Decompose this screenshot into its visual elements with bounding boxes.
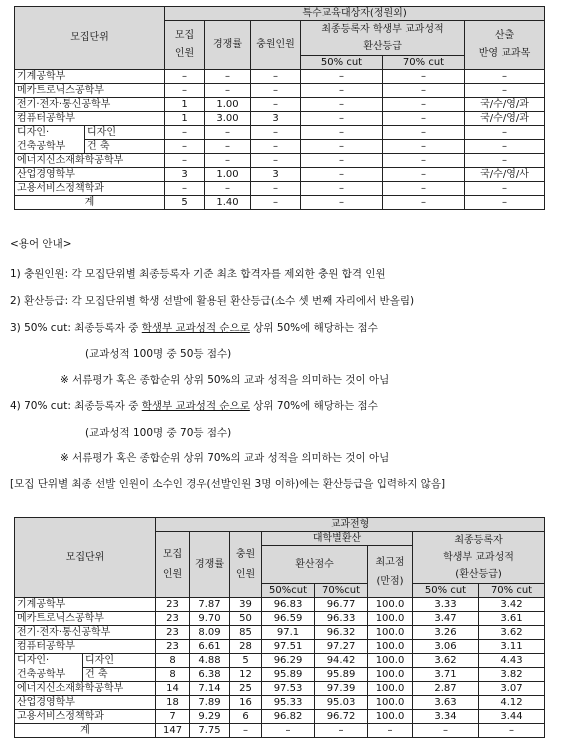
quota-cell: 23 <box>156 612 190 626</box>
score70-cell: 96.33 <box>315 612 368 626</box>
t2-header-quota: 모집 인원 <box>156 532 190 598</box>
note-1: 1) 충원인원: 각 모집단위별 최종등록자 기준 최초 합격자를 제외한 충원 합격 인원 <box>10 268 386 280</box>
score70-cell: 97.39 <box>315 682 368 696</box>
t1-header-subjects: 산출 반영 교과목 <box>465 21 545 70</box>
note-3-suffix: 상위 50%에 해당하는 점수 <box>249 322 378 334</box>
sub-unit-name: 건 축 <box>83 668 156 682</box>
subjects-cell: – <box>465 140 545 154</box>
cut50-cell: – <box>301 84 383 98</box>
fill-cell: – <box>230 724 262 738</box>
cut50-cell: – <box>301 126 383 140</box>
grade70-cell: 3.62 <box>479 626 545 640</box>
cut70-cell: – <box>383 168 465 182</box>
max-cell: 100.0 <box>368 654 413 668</box>
notes-footer: [모집 단위별 최종 선발 인원이 소수인 경우(선발인원 3명 이하)에는 환산등급을 입력하지 않음] <box>10 478 446 490</box>
cut50-cell: – <box>301 112 383 126</box>
grade50-cell: 3.06 <box>413 640 479 654</box>
unit-name: 에너지신소재화학공학부 <box>15 682 156 696</box>
t1-header-fill: 충원인원 <box>251 21 301 70</box>
fill-cell: 28 <box>230 640 262 654</box>
table-row <box>15 598 545 612</box>
unit-name: 산업경영학부 <box>15 696 156 710</box>
t1-header-quota: 모집 인원 <box>165 21 205 70</box>
fill-cell: – <box>251 70 301 84</box>
grade50-cell: 3.71 <box>413 668 479 682</box>
max-cell: 100.0 <box>368 696 413 710</box>
score50-cell: 97.51 <box>262 640 315 654</box>
grade50-cell: 3.47 <box>413 612 479 626</box>
max-cell: 100.0 <box>368 626 413 640</box>
grade50-cell: 3.63 <box>413 696 479 710</box>
quota-cell: 147 <box>156 724 190 738</box>
cut70-cell: – <box>383 70 465 84</box>
quota-cell: 23 <box>156 640 190 654</box>
unit-name: 기계공학부 <box>15 598 156 612</box>
grade50-cell: 3.34 <box>413 710 479 724</box>
grade70-cell: 4.12 <box>479 696 545 710</box>
t2-header-subgroup: 대학별환산 <box>262 532 413 546</box>
competition-cell: 6.38 <box>190 668 230 682</box>
table-row <box>15 654 545 668</box>
score50-cell: 97.1 <box>262 626 315 640</box>
unit-name: 디자인· <box>15 126 85 140</box>
score70-cell: 94.42 <box>315 654 368 668</box>
subjects-cell: 국/수/영/과 <box>465 98 545 112</box>
grade70-cell: 3.61 <box>479 612 545 626</box>
grade50-cell: 3.62 <box>413 654 479 668</box>
cut70-cell: – <box>383 182 465 196</box>
cut70-cell: – <box>383 126 465 140</box>
score50-cell: 95.33 <box>262 696 315 710</box>
unit-name: 건축공학부 <box>15 140 85 154</box>
competition-cell: – <box>205 154 251 168</box>
table-row <box>15 626 545 640</box>
fill-cell: 50 <box>230 612 262 626</box>
note-4-prefix: 4) 70% cut: 최종등록자 중 <box>10 400 142 412</box>
fill-cell: 5 <box>230 654 262 668</box>
sub-unit-name: 디자인 <box>85 126 165 140</box>
cut70-cell: – <box>383 140 465 154</box>
cut70-cell: – <box>383 84 465 98</box>
t1-header-cut50: 50% cut <box>301 56 383 70</box>
special-education-table <box>14 6 545 210</box>
grade70-cell: 4.43 <box>479 654 545 668</box>
cut70-cell: – <box>383 154 465 168</box>
t2-header-score: 환산점수 <box>262 546 368 584</box>
table-row <box>15 640 545 654</box>
score50-cell: 96.29 <box>262 654 315 668</box>
cut50-cell: – <box>301 70 383 84</box>
score50-cell: – <box>262 724 315 738</box>
quota-cell: 23 <box>156 626 190 640</box>
quota-cell: 1 <box>165 98 205 112</box>
max-cell: 100.0 <box>368 598 413 612</box>
max-cell: 100.0 <box>368 640 413 654</box>
sub-unit-name: 건 축 <box>85 140 165 154</box>
cut70-cell: – <box>383 98 465 112</box>
fill-cell: – <box>251 182 301 196</box>
competition-cell: – <box>205 182 251 196</box>
subjects-cell: – <box>465 154 545 168</box>
competition-cell: 7.75 <box>190 724 230 738</box>
note-4-underlined: 학생부 교과성적 순으로 <box>141 400 250 412</box>
max-cell: 100.0 <box>368 668 413 682</box>
t1-header-cut70: 70% cut <box>383 56 465 70</box>
total-row <box>15 196 545 210</box>
t2-header-grade70: 70% cut <box>479 584 545 598</box>
quota-cell: – <box>165 182 205 196</box>
note-4-example: (교과성적 100명 중 70등 점수) <box>85 427 232 439</box>
competition-cell: 9.70 <box>190 612 230 626</box>
score70-cell: 96.72 <box>315 710 368 724</box>
fill-cell: 3 <box>251 168 301 182</box>
grade50-cell: 2.87 <box>413 682 479 696</box>
unit-name: 전기·전자·통신공학부 <box>15 98 165 112</box>
table-row <box>15 710 545 724</box>
t2-header-cut70: 70%cut <box>315 584 368 598</box>
t2-header-competition: 경쟁률 <box>190 532 230 598</box>
score50-cell: 96.82 <box>262 710 315 724</box>
fill-cell: 6 <box>230 710 262 724</box>
unit-name: 산업경영학부 <box>15 168 165 182</box>
quota-cell: 18 <box>156 696 190 710</box>
table-row <box>15 84 545 98</box>
grade50-cell: – <box>413 724 479 738</box>
subjects-cell: 국/수/영/과 <box>465 112 545 126</box>
cut50-cell: – <box>301 182 383 196</box>
note-4-caveat: ※ 서류평가 혹은 종합순위 상위 70%의 교과 성적을 의미하는 것이 아님 <box>60 452 390 464</box>
score70-cell: 95.03 <box>315 696 368 710</box>
table-row <box>15 696 545 710</box>
t1-header-grade-group: 최종등록자 학생부 교과성적 환산등급 <box>301 21 465 56</box>
subjects-cell: – <box>465 126 545 140</box>
score70-cell: – <box>315 724 368 738</box>
fill-cell: 39 <box>230 598 262 612</box>
grade50-cell: 3.33 <box>413 598 479 612</box>
unit-name: 컴퓨터공학부 <box>15 640 156 654</box>
subjects-cell: 국/수/영/사 <box>465 168 545 182</box>
subjects-cell: – <box>465 182 545 196</box>
subjects-cell: – <box>465 70 545 84</box>
competition-cell: – <box>205 84 251 98</box>
competition-cell: 1.40 <box>205 196 251 210</box>
table-row <box>15 154 545 168</box>
table-row <box>15 112 545 126</box>
cut50-cell: – <box>301 154 383 168</box>
t1-header-competition: 경쟁률 <box>205 21 251 70</box>
note-4-suffix: 상위 70%에 해당하는 점수 <box>249 400 378 412</box>
unit-name: 고용서비스정책학과 <box>15 182 165 196</box>
table-row <box>15 168 545 182</box>
t2-header-final: 최종등록자 학생부 교과성적 (환산등급) <box>413 532 545 584</box>
table-row <box>15 126 545 140</box>
table-row <box>15 682 545 696</box>
quota-cell: 7 <box>156 710 190 724</box>
max-cell: 100.0 <box>368 682 413 696</box>
quota-cell: – <box>165 126 205 140</box>
quota-cell: – <box>165 70 205 84</box>
cut70-cell: – <box>383 196 465 210</box>
score50-cell: 96.59 <box>262 612 315 626</box>
score50-cell: 95.89 <box>262 668 315 682</box>
table-row <box>15 98 545 112</box>
grade50-cell: 3.26 <box>413 626 479 640</box>
note-3-caveat: ※ 서류평가 혹은 종합순위 상위 50%의 교과 성적을 의미하는 것이 아님 <box>60 374 390 386</box>
fill-cell: – <box>251 126 301 140</box>
fill-cell: 25 <box>230 682 262 696</box>
unit-name: 건축공학부 <box>15 668 83 682</box>
table-row <box>15 612 545 626</box>
table-row <box>15 140 545 154</box>
total-row <box>15 724 545 738</box>
subject-admission-table <box>14 517 545 738</box>
grade70-cell: 3.11 <box>479 640 545 654</box>
fill-cell: – <box>251 140 301 154</box>
quota-cell: 5 <box>165 196 205 210</box>
t2-header-cut50: 50%cut <box>262 584 315 598</box>
max-cell: 100.0 <box>368 710 413 724</box>
quota-cell: – <box>165 84 205 98</box>
cut50-cell: – <box>301 168 383 182</box>
cut50-cell: – <box>301 196 383 210</box>
score70-cell: 96.32 <box>315 626 368 640</box>
competition-cell: 7.89 <box>190 696 230 710</box>
sub-unit-name: 디자인 <box>83 654 156 668</box>
score70-cell: 96.77 <box>315 598 368 612</box>
unit-name: 고용서비스정책학과 <box>15 710 156 724</box>
fill-cell: 12 <box>230 668 262 682</box>
fill-cell: 3 <box>251 112 301 126</box>
subjects-cell: – <box>465 84 545 98</box>
note-3-example: (교과성적 100명 중 50등 점수) <box>85 348 232 360</box>
t1-header-group: 특수교육대상자(정원외) <box>165 7 545 21</box>
cut50-cell: – <box>301 140 383 154</box>
max-cell: – <box>368 724 413 738</box>
fill-cell: – <box>251 154 301 168</box>
unit-name: 디자인· <box>15 654 83 668</box>
quota-cell: 3 <box>165 168 205 182</box>
score50-cell: 96.83 <box>262 598 315 612</box>
quota-cell: 23 <box>156 598 190 612</box>
unit-name: 에너지신소재화학공학부 <box>15 154 165 168</box>
quota-cell: 8 <box>156 668 190 682</box>
competition-cell: 1.00 <box>205 98 251 112</box>
score70-cell: 95.89 <box>315 668 368 682</box>
grade70-cell: 3.07 <box>479 682 545 696</box>
total-label: 계 <box>15 724 156 738</box>
fill-cell: – <box>251 196 301 210</box>
fill-cell: 16 <box>230 696 262 710</box>
unit-name: 메카트로닉스공학부 <box>15 84 165 98</box>
unit-name: 메카트로닉스공학부 <box>15 612 156 626</box>
table-row <box>15 668 545 682</box>
t2-header-fill: 충원 인원 <box>230 532 262 598</box>
competition-cell: – <box>205 140 251 154</box>
competition-cell: 9.29 <box>190 710 230 724</box>
unit-name: 컴퓨터공학부 <box>15 112 165 126</box>
table-row <box>15 182 545 196</box>
t2-header-grade50: 50% cut <box>413 584 479 598</box>
subjects-cell: – <box>465 196 545 210</box>
competition-cell: – <box>205 70 251 84</box>
grade70-cell: 3.44 <box>479 710 545 724</box>
note-3-underlined: 학생부 교과성적 순으로 <box>141 322 250 334</box>
fill-cell: – <box>251 84 301 98</box>
quota-cell: 14 <box>156 682 190 696</box>
total-label: 계 <box>15 196 165 210</box>
competition-cell: 6.61 <box>190 640 230 654</box>
notes-title: <용어 안내> <box>10 238 72 250</box>
quota-cell: – <box>165 140 205 154</box>
competition-cell: 4.88 <box>190 654 230 668</box>
t2-header-max: 최고점 (만점) <box>368 546 413 598</box>
competition-cell: 3.00 <box>205 112 251 126</box>
competition-cell: 8.09 <box>190 626 230 640</box>
unit-name: 전기·전자·통신공학부 <box>15 626 156 640</box>
competition-cell: 1.00 <box>205 168 251 182</box>
score70-cell: 97.27 <box>315 640 368 654</box>
cut50-cell: – <box>301 98 383 112</box>
competition-cell: – <box>205 126 251 140</box>
table-row <box>15 70 545 84</box>
grade70-cell: – <box>479 724 545 738</box>
max-cell: 100.0 <box>368 612 413 626</box>
t2-header-unit: 모집단위 <box>15 518 156 598</box>
t1-header-unit: 모집단위 <box>15 7 165 70</box>
competition-cell: 7.14 <box>190 682 230 696</box>
quota-cell: – <box>165 154 205 168</box>
quota-cell: 8 <box>156 654 190 668</box>
note-2: 2) 환산등급: 각 모집단위별 학생 선발에 활용된 환산등급(소수 셋 번째 자리에서 반올림) <box>10 295 415 307</box>
fill-cell: 85 <box>230 626 262 640</box>
t2-header-group: 교과전형 <box>156 518 545 532</box>
fill-cell: – <box>251 98 301 112</box>
grade70-cell: 3.82 <box>479 668 545 682</box>
note-3 <box>10 322 378 335</box>
grade70-cell: 3.42 <box>479 598 545 612</box>
cut70-cell: – <box>383 112 465 126</box>
note-4 <box>10 400 378 413</box>
note-3-prefix: 3) 50% cut: 최종등록자 중 <box>10 322 142 334</box>
competition-cell: 7.87 <box>190 598 230 612</box>
quota-cell: 1 <box>165 112 205 126</box>
unit-name: 기계공학부 <box>15 70 165 84</box>
score50-cell: 97.53 <box>262 682 315 696</box>
